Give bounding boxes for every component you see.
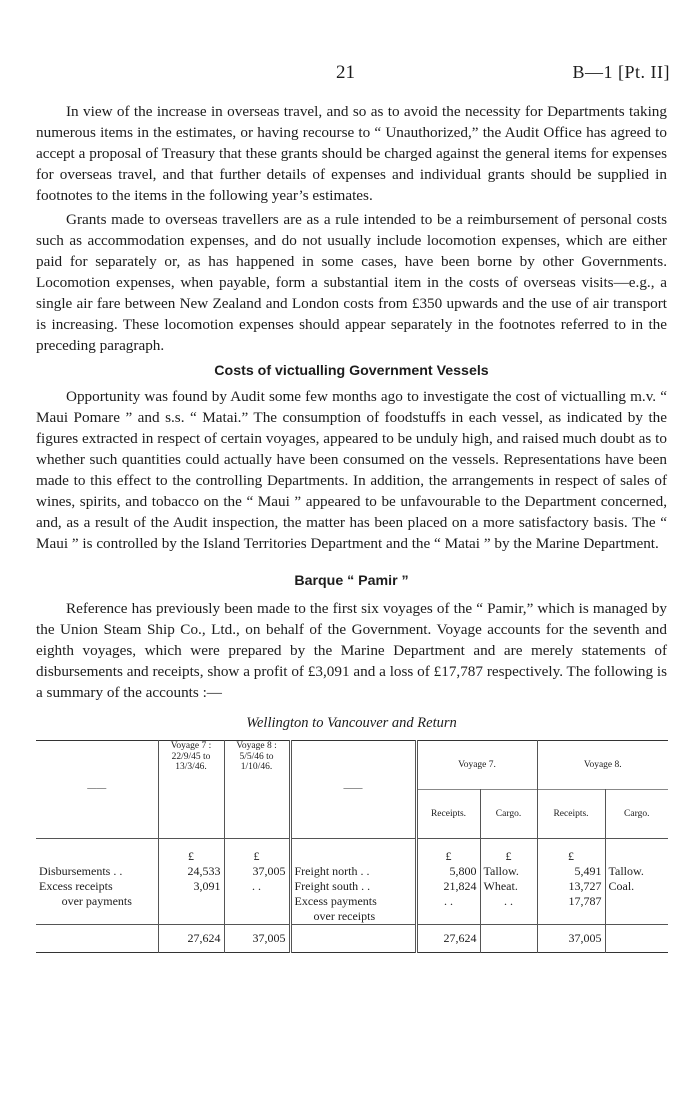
row-label: Excess receipts <box>36 879 158 894</box>
table-row <box>36 864 668 879</box>
col-voyage8-dates: Voyage 8 : 5/5/46 to 1/10/46. <box>224 741 290 839</box>
row-cargo: Tallow. <box>480 864 537 879</box>
receipts-header: Receipts. <box>416 790 480 839</box>
row-value: 3,091 <box>158 879 224 894</box>
group-voyage7: Voyage 7. <box>416 741 537 790</box>
paragraph-pamir: Reference has previously been made to the first six voyages of the “ Pamir,” which is managed by the Union Steam Ship Co., Ltd., on behalf of the Government. Voyage accounts for the seventh and eighth voyages, which were prepared by the Marine Department and are merely statements of disbursements and receipts, show a profit of £3,091 and a loss of £17,787 respectively. The following is a summary of the accounts :— <box>36 600 667 701</box>
row-value: 37,005 <box>224 864 290 879</box>
row-value: 5,800 <box>416 864 480 879</box>
table-dash: —— <box>87 784 107 795</box>
row-value: . . <box>224 879 290 894</box>
currency-symbol: £ <box>537 843 605 864</box>
table-header-row <box>36 741 668 790</box>
currency-symbol: £ <box>480 843 537 864</box>
row-label: over receipts <box>290 909 416 925</box>
cargo-header: Cargo. <box>480 790 537 839</box>
table-row <box>36 909 668 925</box>
row-label: Freight south . . <box>290 879 416 894</box>
row-cargo: . . <box>480 894 537 909</box>
group-voyage8: Voyage 8. <box>537 741 668 790</box>
row-value: 13,727 <box>537 879 605 894</box>
heading-victualling: Costs of victualling Government Vessels <box>214 363 489 379</box>
row-value: 5,491 <box>537 864 605 879</box>
currency-symbol: £ <box>158 843 224 864</box>
total-value: 37,005 <box>537 925 605 953</box>
col-voyage7-dates: Voyage 7 : 22/9/45 to 13/3/46. <box>158 741 224 839</box>
table-dash: —— <box>343 784 363 795</box>
document-reference: B—1 [Pt. II] <box>572 62 670 82</box>
currency-symbol: £ <box>416 843 480 864</box>
row-label: Excess payments <box>290 894 416 909</box>
page-header <box>0 62 700 86</box>
row-value: 17,787 <box>537 894 605 909</box>
row-cargo: Wheat. <box>480 879 537 894</box>
row-cargo: Tallow. <box>608 864 644 878</box>
row-label: over payments <box>36 894 158 909</box>
total-value: 37,005 <box>224 925 290 953</box>
paragraph-victualling: Opportunity was found by Audit some few months ago to investigate the cost of victualling m.v. “ Maui Pomare ” and s.s. “ Matai.” The consumption of foodstuffs in each vessel, as indicated by the figures extracted in respect of certain voyages, appeared to be unduly high, and raised much doubt as to whether such quantities could actually have been consumed on the vessels. Representations have been made to this effect to the controlling Departments. In addition, the arrangements in respect of sales of wines, spirits, and tobacco on the “ Maui ” appeared to be unfavourable to the Department concerned, and, as a result of the Audit inspection, the matter has been placed on a more satisfactory basis. The “ Maui ” is controlled by the Island Territories Department and the “ Matai ” by the Marine Department. <box>36 388 667 552</box>
row-cargo: Coal. <box>608 879 635 893</box>
row-value: 21,824 <box>416 879 480 894</box>
table-row <box>36 894 668 909</box>
pamir-accounts-table <box>36 740 668 955</box>
paragraph-overseas-grants: In view of the increase in overseas travel, and so as to avoid the necessity for Departments taking numerous items in the estimates, or having recourse to “ Unauthorized,” the Audit Office has agreed to accept a proposal of Treasury that these grants should be charged against the general items for expenses for overseas travel, and that further details of expenses and individual grants should be supplied in footnotes to the items in the following year’s estimates. <box>36 103 667 204</box>
paragraph-locomotion-expenses: Grants made to overseas travellers are as a rule intended to be a reimbursement of personal costs such as accommodation expenses, and do not usually include locomotion expenses, which are either paid for separately or, as has happened in some cases, have been borne by other Governments. Locomotion expenses, when payable, form a substantial item in the costs of overseas visits—e.g., a single air fare between New Zealand and London costs from £350 upwards and the use of air transport is increasing. These locomotion expenses should appear separately in the footnotes referred to in the preceding paragraph. <box>36 211 667 354</box>
row-value: . . <box>416 894 480 909</box>
total-value: 27,624 <box>416 925 480 953</box>
row-label: Freight north . . <box>290 864 416 879</box>
receipts-header: Receipts. <box>537 790 605 839</box>
cargo-header: Cargo. <box>605 790 668 839</box>
total-value: 27,624 <box>158 925 224 953</box>
page-body <box>36 101 667 955</box>
table-row <box>36 879 668 894</box>
table-totals-row <box>36 925 668 953</box>
table-currency-row <box>36 843 668 864</box>
row-label: Disbursements . . <box>36 864 158 879</box>
page-number: 21 <box>336 62 355 83</box>
table-caption: Wellington to Vancouver and Return <box>246 715 457 731</box>
currency-symbol: £ <box>224 843 290 864</box>
row-value: 24,533 <box>158 864 224 879</box>
heading-pamir: Barque “ Pamir ” <box>294 573 409 589</box>
